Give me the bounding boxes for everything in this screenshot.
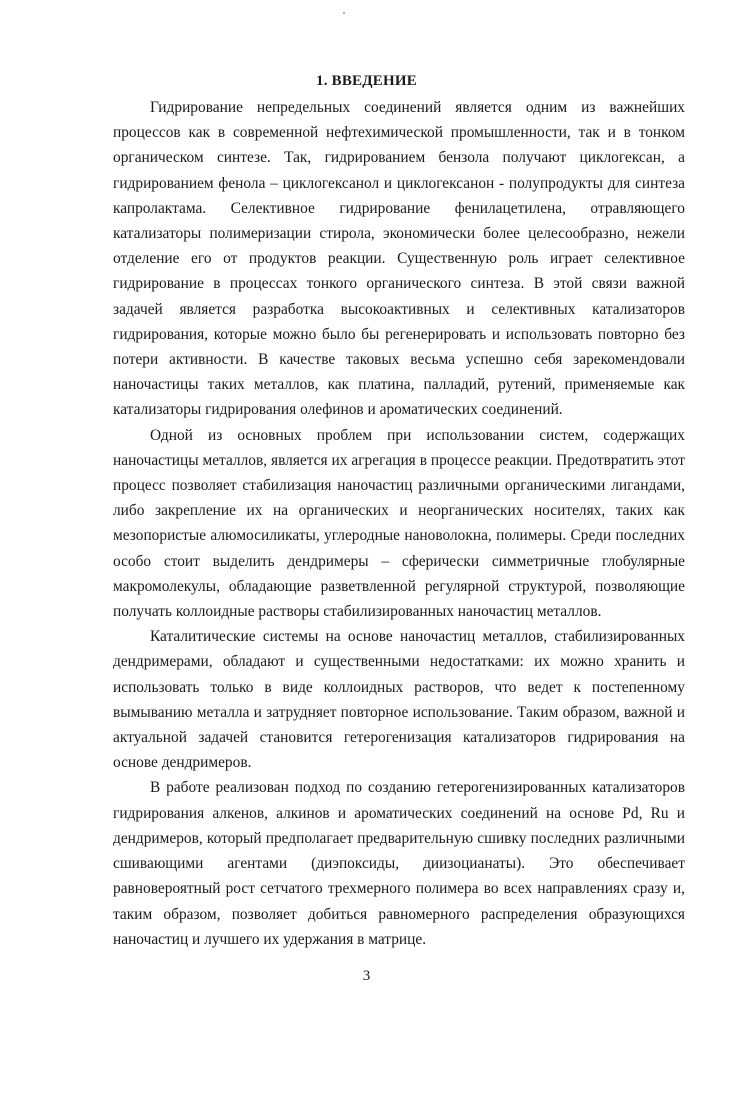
scan-speck <box>343 12 345 14</box>
page-number: 3 <box>362 968 371 984</box>
paragraph-2: Одной из основных проблем при использовании систем, содержащих наночастицы металлов, является их агрегация в процессе реакции. Предотвратить этот процесс позволяет стабилизация наночастиц различными органическими лигандами, либо закрепление их на органических и неорганических носителях, таких как мезопористые алюмосиликаты, углеродные нановолокна, полимеры. Среди последних особо стоит выделить дендримеры – сферически симметричные глобулярные макромолекулы, обладающие разветвленной регулярной структурой, позволяющие получать коллоидные растворы стабилизированных наночастиц металлов. <box>113 426 685 621</box>
body-text <box>113 95 685 952</box>
paragraph-3: Каталитические системы на основе наночастиц металлов, стабилизированных дендримерами, обладают и существенными недостатками: их можно хранить и использовать только в виде коллоидных растворов, что ведет к постепенному вымыванию металла и затрудняет повторное использование. Таким образом, важной и актуальной задачей становится гетерогенизация катализаторов гидрирования на основе дендримеров. <box>113 628 685 772</box>
section-heading: 1. ВВЕДЕНИЕ <box>316 73 417 89</box>
paragraph-4: В работе реализован подход по созданию гетерогенизированных катализаторов гидрирования алкенов, алкинов и ароматических соединений на основе Pd, Ru и дендримеров, который предполагает предварительную сшивку последних различными сшивающими агентами (диэпоксиды, диизоцианаты). Это обеспечивает равновероятный рост сетчатого трехмерного полимера во всех направлениях сразу и, таким образом, позволяет добиться равномерного распределения образующихся наночастиц и лучшего их удержания в матрице. <box>113 779 685 948</box>
paragraph-1: Гидрирование непредельных соединений является одним из важнейших процессов как в современной нефтехимической промышленности, так и в тонком органическом синтезе. Так, гидрированием бензола получают циклогексан, а гидрированием фенола – циклогексанол и циклогексанон - полупродукты для синтеза капролактама. Селективное гидрирование фенилацетилена, отравляющего катализаторы полимеризации стирола, экономически более целесообразно, нежели отделение его от продуктов реакции. Существенную роль играет селективное гидрирование в процессах тонкого органического синтеза. В этой связи важной задачей является разработка высокоактивных и селективных катализаторов гидрирования, которые можно было бы регенерировать и использовать повторно без потери активности. В качестве таковых весьма успешно себя зарекомендовали наночастицы таких металлов, как платина, палладий, рутений, применяемые как катализаторы гидрирования олефинов и ароматических соединений. <box>113 99 685 419</box>
